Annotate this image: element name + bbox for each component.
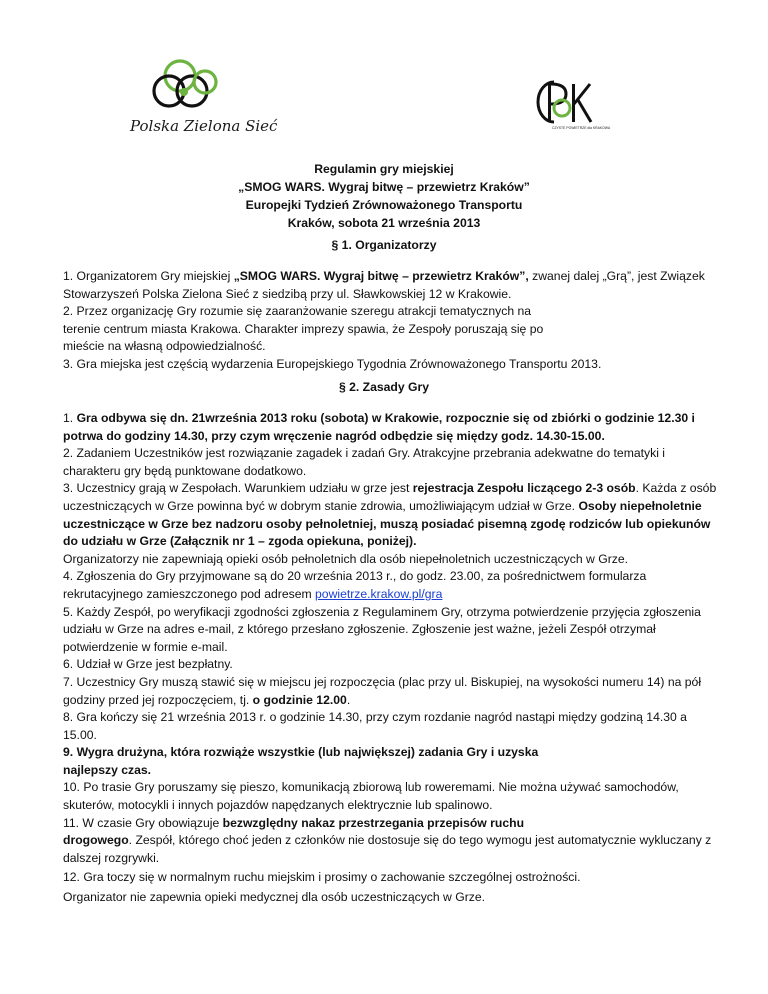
s2-p3-text-a: 3. Uczestnicy grają w Zespołach. Warunkiem udziału w grze jest [63,481,413,496]
s2-p3-registration: rejestracja Zespołu liczącego 2-3 osób [412,481,636,496]
s2-p9-number: 9. [63,745,77,760]
s2-paragraph-5: 5. Każdy Zespół, po weryfikacji zgodności zgłoszenia z Regulaminem Gry, otrzyma potwierdzenie przyjęcia zgłoszenia udziału w Grze na adres e-mail, z którego przesłano zgłoszenie. Zgłoszenie jest ważne, jeżeli Zespół otrzymał potwierdzenie w formie e-mail. [63,604,701,654]
s2-paragraph-11-line-1 [63,815,723,833]
logo-caption: CZYSTE POWIETRZE dla KRAKOWA [552,126,611,130]
s2-paragraph-7 [63,674,723,709]
czyste-powietrze-logo [530,74,630,138]
s2-p3-minors: Osoby niepełnoletnie uczestniczące w Grze bez nadzoru osoby pełnoletniej, muszą posiadać pisemną zgodę rodziców lub opiekunów do udziału w Grze (Załącznik nr 1 – zgoda opiekuna, poniżej). [63,498,711,549]
section-2-heading: § 2. Zasady Gry [338,380,430,394]
s1-p1-rest: zwanej dalej „Grą”, jest Związek Stowarzyszeń Polska Zielona Sieć z siedzibą przy ul. Sławkowskiej 12 w Krakowie. [63,269,705,301]
header-logos [0,0,768,150]
registration-link[interactable]: powietrze.krakow.pl/gra [315,586,443,601]
section-1-body [63,268,723,374]
s2-paragraph-9 [63,744,723,762]
s2-p11-rule: bezwzględny nakaz przestrzegania przepisów ruchu [222,815,525,830]
s2-paragraph-12-line-2: Organizator nie zapewnia opieki medycznej dla osób uczestniczących w Grze. [63,890,486,905]
s2-paragraph-12-line-1: 12. Gra toczy się w normalnym ruchu miejskim i prosimy o zachowanie szczególnej ostrożności. [63,870,581,885]
s2-paragraph-2: 2. Zadaniem Uczestników jest rozwiązanie zagadek i zadań Gry. Atrakcyjne przebrania adekwatne do tematyki i charakteru gry będą punktowane dodatkowo. [63,446,665,478]
s2-paragraph-1 [63,410,723,445]
s1-p1-game-name: „SMOG WARS. Wygraj bitwę – przewietrz Kraków”, [233,269,529,283]
document-title [0,160,768,232]
s2-paragraph-4 [63,568,723,603]
s2-paragraph-3-note: Organizatorzy nie zapewniają opieki osób pełnoletnich dla osób niepełnoletnich uczestniczących w Grze. [63,551,629,566]
s2-p7-time: o godzinie 12.00 [252,692,347,707]
s2-paragraph-11-line-2 [63,832,723,867]
s2-p1-text: Gra odbywa się dn. 21września 2013 roku (sobota) w Krakowie, rozpocznie się od zbiórki o godzinie 12.30 i potrwa do godziny 14.30, przy czym wręczenie nagród odbędzie się między godz. 14.30-15.00. [63,411,695,443]
title-line-1: Regulamin gry miejskiej [314,162,454,176]
s1-paragraph-1 [63,268,723,303]
section-1-heading: § 1. Organizatorzy [331,238,437,252]
s2-p1-number: 1. [63,411,77,425]
s2-p7-text: 7. Uczestnicy Gry muszą stawić się w miejscu jej rozpoczęcia (plac przy ul. Biskupiej, na wysokości numeru 14) na pół godziny przed jej rozpoczęciem, tj. [63,674,702,707]
s2-p9-text: Wygra drużyna, która rozwiąże wszystkie (lub największej) zadania Gry i uzyska [76,745,539,760]
s2-paragraph-6: 6. Udział w Grze jest bezpłatny. [63,657,233,672]
title-line-2: „SMOG WARS. Wygraj bitwę – przewietrz Kraków” [238,180,530,194]
s2-p11-rest: . Zespół, którego choć jeden z członków nie dostosuje się do tego wymogu jest automatycznie wykluczany z dalszej rozgrywki. [63,833,712,865]
s2-p11-rule-end: drogowego [63,833,129,848]
s2-paragraph-10: 10. Po trasie Gry poruszamy się pieszo, komunikacją zbiorową lub roweremami. Nie można używać samochodów, skuterów, motocykli i innych pojazdów napędzanych elektrycznie lub spalinowo. [63,780,679,813]
title-line-3: Europejki Tydzień Zrównoważonego Transportu [245,198,523,212]
s2-p7-end: . [346,692,351,707]
section-2-body [63,410,723,907]
s1-paragraph-2-line-3: mieście na własną odpowiedzialność. [63,339,266,354]
s1-paragraph-3: 3. Gra miejska jest częścią wydarzenia Europejskiego Tygodnia Zrównoważonego Transportu 2013. [63,356,602,371]
s2-paragraph-9-line-2: najlepszy czas. [63,762,152,777]
logo-wordmark: Polska Zielona Sieć [130,117,278,135]
s2-paragraph-3 [63,480,723,550]
s2-p3-text-c: . Każda z osób uczestniczących w Grze powinna być w dobrym stanie zdrowia, umożliwiającym udział w Grze. [63,481,717,513]
polska-zielona-siec-logo [128,58,278,140]
title-line-4: Kraków, sobota 21 września 2013 [287,216,481,230]
s1-p1-text: 1. Organizatorem Gry miejskiej [63,269,234,283]
s2-p4-text: 4. Zgłoszenia do Gry przyjmowane są do 20 września 2013 r., do godz. 23.00, za pośrednictwem formularza rekrutacyjnego zamieszczonego pod adresem [63,569,647,601]
s2-paragraph-8: 8. Gra kończy się 21 września 2013 r. o godzinie 14.30, przy czym rozdanie nagród nastąpi między godziną 14.30 a 15.00. [63,710,687,742]
s2-p11-text: 11. W czasie Gry obowiązuje [63,815,223,830]
s1-paragraph-2-line-1: 2. Przez organizację Gry rozumie się zaaranżowanie szeregu atrakcji tematycznych na [63,304,532,319]
s1-paragraph-2-line-2: terenie centrum miasta Krakowa. Charakter imprezy spawia, że Zespoły poruszają się po [63,321,544,336]
